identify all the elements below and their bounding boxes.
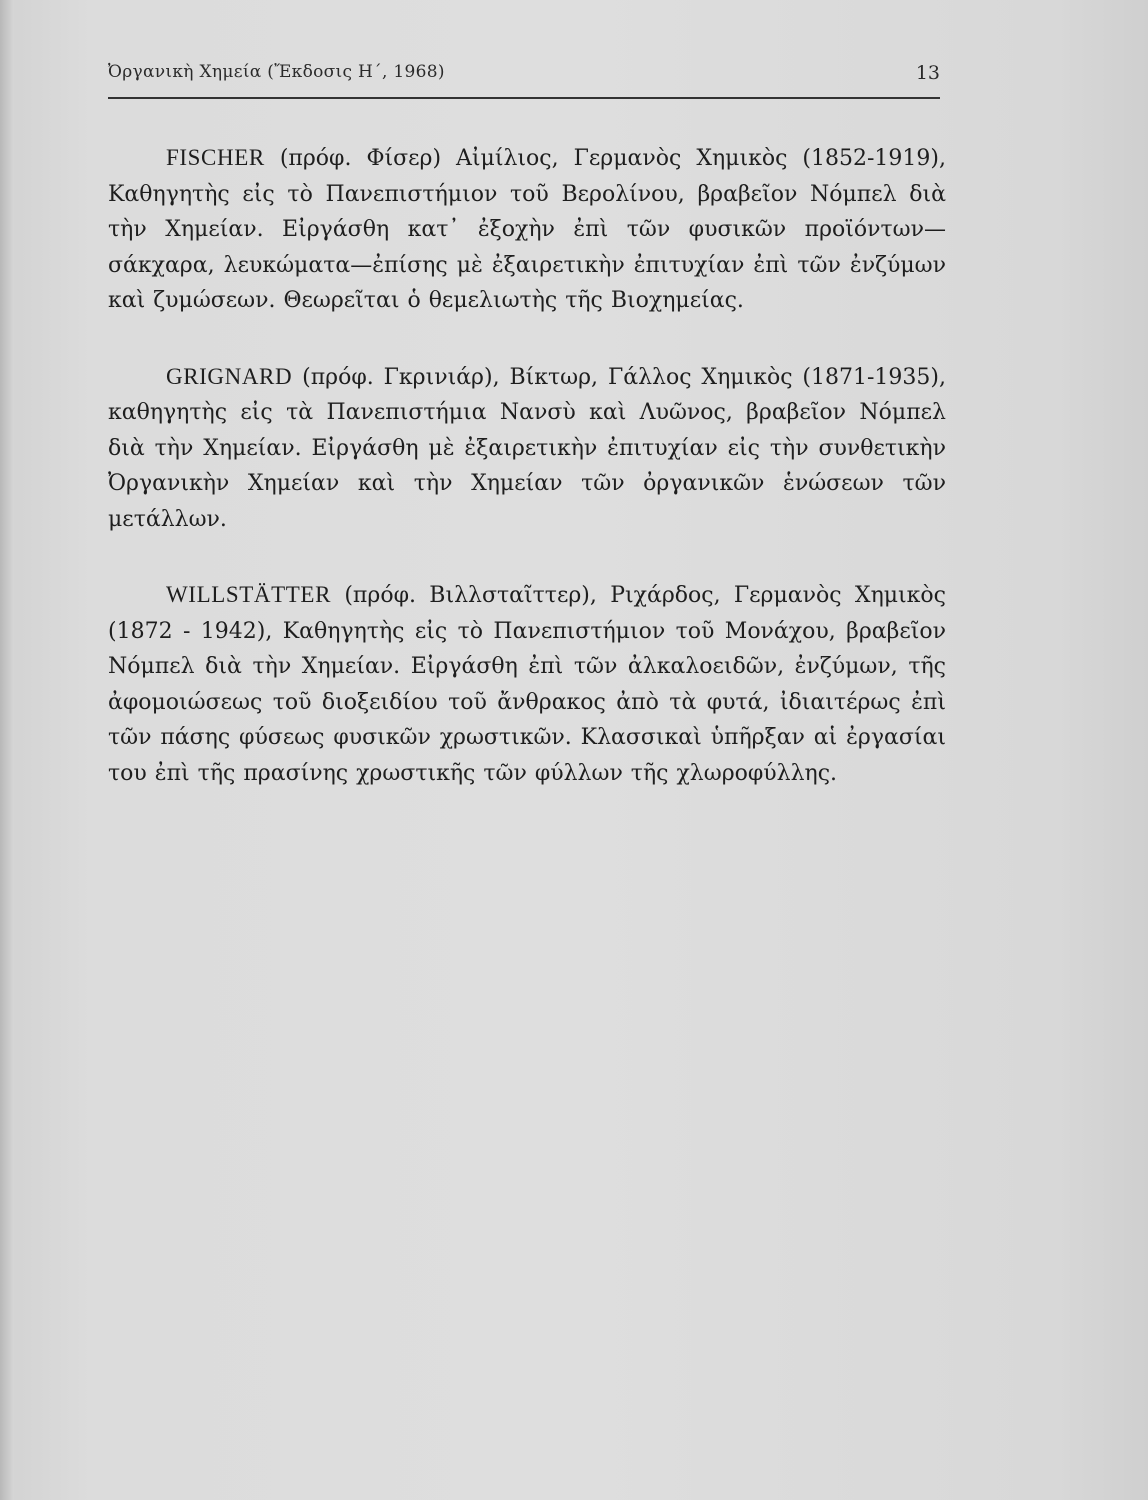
entry-text: (πρόφ. Γκρινιάρ), Βίκτωρ, Γάλλος Χημικὸς (1871-1935), καθηγητὴς εἰς τὰ Πανεπιστήμια Νανσὺ καὶ Λυῶνος, βραβεῖον Νόμπελ διὰ τὴν Χημείαν. Εἰργάσθη μὲ ἐξαιρετικὴν ἐπιτυχίαν εἰς τὴν συνθετικὴν Ὀργανικὴν Χημείαν καὶ τὴν Χημείαν τῶν ὀργανικῶν ἑνώσεων τῶν μετάλλων. (108, 364, 946, 532)
entry-text: (πρόφ. Βιλλσταῖττερ), Ριχάρδος, Γερμανὸς Χημικὸς (1872 - 1942), Καθηγητὴς εἰς τὸ Πανεπιστήμιον τοῦ Μονάχου, βραβεῖον Νόμπελ διὰ τὴν Χημείαν. Εἰργάσθη ἐπὶ τῶν ἀλκαλοειδῶν, ἐνζύμων, τῆς ἀφομοιώσεως τοῦ διοξειδίου τοῦ ἄνθρακος ἀπὸ τὰ φυτά, ἰδιαιτέρως ἐπὶ τῶν πάσης φύσεως φυσικῶν χρωστικῶν. Κλασσικαὶ ὑπῆρξαν αἱ ἐργασίαι του ἐπὶ τῆς πρασίνης χρωστικῆς τῶν φύλλων τῆς χλωροφύλλης. (108, 583, 946, 786)
biography-list (108, 140, 946, 831)
biography-entry-willstatter (108, 577, 946, 791)
entry-name: GRIGNARD (166, 363, 293, 389)
header-rule (108, 97, 940, 99)
entry-name: WILLSTÄTTER (166, 582, 332, 607)
entry-name: FISCHER (166, 145, 265, 170)
entry-text: (πρόφ. Φίσερ) Αἰμίλιος, Γερμανὸς Χημικὸς (1852-1919), Καθηγητὴς εἰς τὸ Πανεπιστήμιον τοῦ Βερολίνου, βραβεῖον Νόμπελ διὰ τὴν Χημείαν. Εἰργάσθη κατ᾽ ἐξοχὴν ἐπὶ τῶν φυσικῶν προϊόντων—σάκχαρα, λευκώματα—ἐπίσης μὲ ἐξαιρετικὴν ἐπιτυχίαν ἐπὶ τῶν ἐνζύμων καὶ ζυμώσεων. Θεωρεῖται ὁ θεμελιωτὴς τῆς Βιοχημείας. (108, 146, 946, 313)
page-number: 13 (915, 62, 940, 84)
page-header (108, 62, 940, 92)
page-binding-edge (0, 0, 14, 1500)
biography-entry-grignard (108, 359, 946, 538)
biography-entry-fischer (108, 140, 946, 319)
running-title: Ὀργανικὴ Χημεία (Ἔκδοσις Η΄, 1968) (108, 62, 445, 82)
